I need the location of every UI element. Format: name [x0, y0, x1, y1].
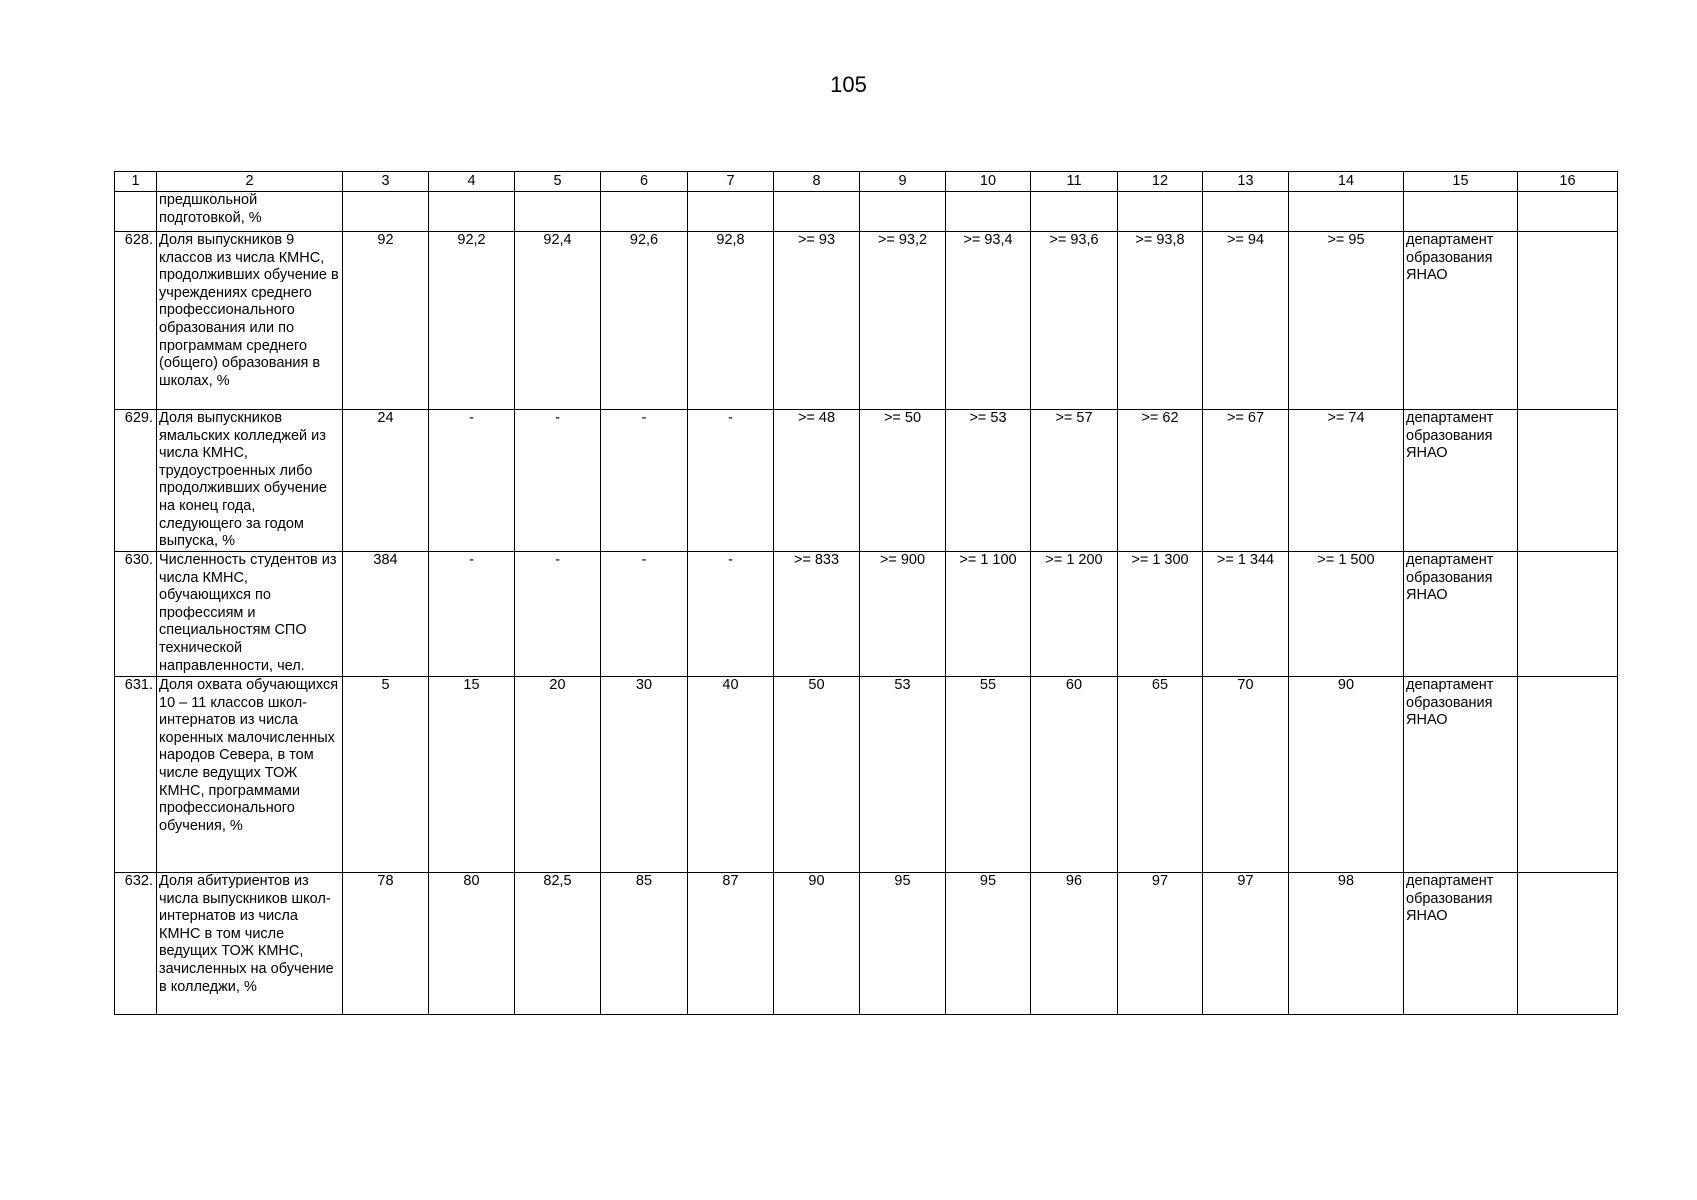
column-header: 14	[1289, 172, 1404, 192]
column-header: 4	[429, 172, 515, 192]
value-cell: >= 95	[1289, 232, 1404, 410]
extra-cell	[1518, 873, 1618, 1015]
value-cell: >= 62	[1118, 410, 1203, 552]
indicator-description: Доля охвата обучающихся 10 – 11 классов школ-интернатов из числа коренных малочисленных народов Севера, в том числе ведущих ТОЖ КМНС, программами профессионального обучения, %	[157, 677, 343, 873]
value-cell: 85	[601, 873, 688, 1015]
value-cell: 92,6	[601, 232, 688, 410]
value-cell: >= 833	[774, 552, 860, 677]
value-cell: 96	[1031, 873, 1118, 1015]
column-header: 16	[1518, 172, 1618, 192]
value-cell: 55	[946, 677, 1031, 873]
value-cell: -	[688, 552, 774, 677]
value-cell: >= 74	[1289, 410, 1404, 552]
value-cell: >= 900	[860, 552, 946, 677]
value-cell: 92,4	[515, 232, 601, 410]
value-cell: >= 57	[1031, 410, 1118, 552]
table-row	[115, 552, 1618, 677]
indicator-description: Доля абитуриентов из числа выпускников школ-интернатов из числа КМНС в том числе ведущих ТОЖ КМНС, зачисленных на обучение в колледжи, %	[157, 873, 343, 1015]
column-header: 13	[1203, 172, 1289, 192]
value-cell: -	[515, 552, 601, 677]
responsible-cell: департамент образования ЯНАО	[1404, 552, 1518, 677]
table-row	[115, 677, 1618, 873]
indicator-description: Доля выпускников ямальских колледжей из числа КМНС, трудоустроенных либо продолживших обучение на конец года, следующего за годом выпуска, %	[157, 410, 343, 552]
value-cell: >= 67	[1203, 410, 1289, 552]
value-cell: >= 1 344	[1203, 552, 1289, 677]
indicator-description: предшкольной подготовкой, %	[157, 192, 343, 232]
value-cell: >= 93,4	[946, 232, 1031, 410]
value-cell	[601, 192, 688, 232]
value-cell: 20	[515, 677, 601, 873]
column-header: 11	[1031, 172, 1118, 192]
table-header-row	[115, 172, 1618, 192]
column-header: 7	[688, 172, 774, 192]
value-cell: -	[601, 552, 688, 677]
value-cell: 50	[774, 677, 860, 873]
value-cell: 384	[343, 552, 429, 677]
value-cell: 90	[1289, 677, 1404, 873]
value-cell: >= 94	[1203, 232, 1289, 410]
responsible-cell: департамент образования ЯНАО	[1404, 677, 1518, 873]
value-cell: >= 1 100	[946, 552, 1031, 677]
value-cell	[774, 192, 860, 232]
extra-cell	[1518, 410, 1618, 552]
value-cell: 90	[774, 873, 860, 1015]
page-number: 105	[830, 72, 867, 97]
indicator-description: Доля выпускников 9 классов из числа КМНС, продолживших обучение в учреждениях среднего профессионального образования или по программам среднего (общего) образования в школах, %	[157, 232, 343, 410]
value-cell: >= 93,2	[860, 232, 946, 410]
responsible-cell: департамент образования ЯНАО	[1404, 232, 1518, 410]
row-number: 628.	[115, 232, 157, 410]
value-cell: >= 93	[774, 232, 860, 410]
extra-cell	[1518, 232, 1618, 410]
value-cell: 87	[688, 873, 774, 1015]
column-header: 8	[774, 172, 860, 192]
responsible-cell: департамент образования ЯНАО	[1404, 873, 1518, 1015]
column-header: 10	[946, 172, 1031, 192]
value-cell: >= 48	[774, 410, 860, 552]
value-cell: 60	[1031, 677, 1118, 873]
value-cell: 97	[1118, 873, 1203, 1015]
value-cell: 92,2	[429, 232, 515, 410]
column-header: 1	[115, 172, 157, 192]
table-row	[115, 232, 1618, 410]
value-cell	[860, 192, 946, 232]
responsible-cell	[1404, 192, 1518, 232]
value-cell: 5	[343, 677, 429, 873]
value-cell: 70	[1203, 677, 1289, 873]
value-cell: -	[601, 410, 688, 552]
column-header: 5	[515, 172, 601, 192]
column-header: 3	[343, 172, 429, 192]
value-cell: >= 1 500	[1289, 552, 1404, 677]
column-header: 2	[157, 172, 343, 192]
value-cell: 97	[1203, 873, 1289, 1015]
value-cell: 30	[601, 677, 688, 873]
value-cell	[946, 192, 1031, 232]
value-cell	[1118, 192, 1203, 232]
value-cell	[1203, 192, 1289, 232]
responsible-cell: департамент образования ЯНАО	[1404, 410, 1518, 552]
value-cell: 95	[860, 873, 946, 1015]
column-header: 15	[1404, 172, 1518, 192]
column-header: 12	[1118, 172, 1203, 192]
value-cell	[1031, 192, 1118, 232]
value-cell: -	[688, 410, 774, 552]
value-cell	[515, 192, 601, 232]
value-cell: 40	[688, 677, 774, 873]
value-cell	[429, 192, 515, 232]
indicator-description: Численность студентов из числа КМНС, обучающихся по профессиям и специальностям СПО технической направленности, чел.	[157, 552, 343, 677]
value-cell: 15	[429, 677, 515, 873]
value-cell: >= 93,6	[1031, 232, 1118, 410]
value-cell: 98	[1289, 873, 1404, 1015]
extra-cell	[1518, 192, 1618, 232]
value-cell: 92,8	[688, 232, 774, 410]
value-cell	[1289, 192, 1404, 232]
table-row	[115, 192, 1618, 232]
value-cell: -	[429, 410, 515, 552]
value-cell: >= 50	[860, 410, 946, 552]
value-cell: 78	[343, 873, 429, 1015]
value-cell: >= 1 200	[1031, 552, 1118, 677]
value-cell: >= 93,8	[1118, 232, 1203, 410]
table-row	[115, 873, 1618, 1015]
value-cell: -	[515, 410, 601, 552]
row-number	[115, 192, 157, 232]
value-cell: 82,5	[515, 873, 601, 1015]
value-cell: 95	[946, 873, 1031, 1015]
column-header: 9	[860, 172, 946, 192]
row-number: 630.	[115, 552, 157, 677]
extra-cell	[1518, 552, 1618, 677]
row-number: 631.	[115, 677, 157, 873]
value-cell: 92	[343, 232, 429, 410]
column-header: 6	[601, 172, 688, 192]
row-number: 632.	[115, 873, 157, 1015]
value-cell: 65	[1118, 677, 1203, 873]
value-cell	[688, 192, 774, 232]
value-cell: >= 53	[946, 410, 1031, 552]
value-cell	[343, 192, 429, 232]
value-cell: 80	[429, 873, 515, 1015]
indicators-table	[114, 171, 1618, 1015]
value-cell: >= 1 300	[1118, 552, 1203, 677]
value-cell: 53	[860, 677, 946, 873]
extra-cell	[1518, 677, 1618, 873]
table-row	[115, 410, 1618, 552]
value-cell: 24	[343, 410, 429, 552]
row-number: 629.	[115, 410, 157, 552]
value-cell: -	[429, 552, 515, 677]
